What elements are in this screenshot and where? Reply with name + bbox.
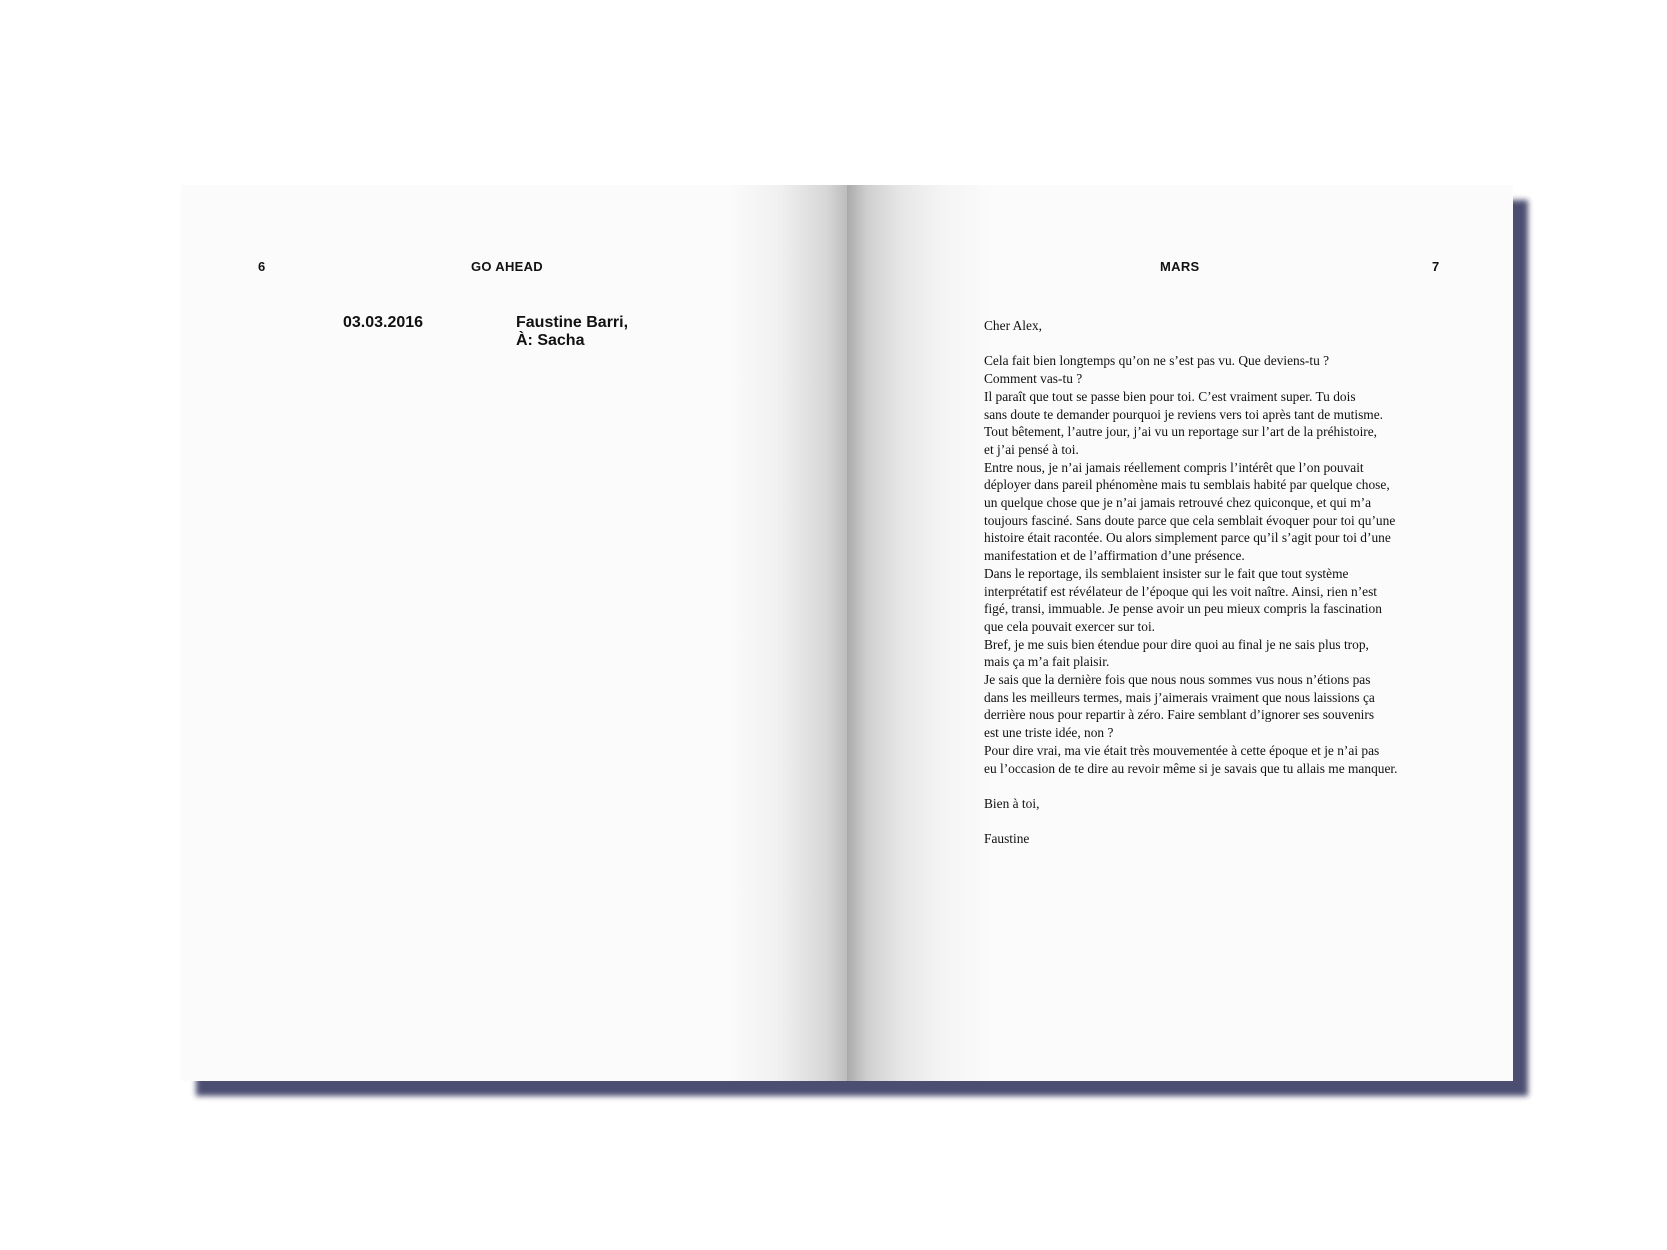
body-line: manifestation et de l’affirmation d’une présence. (984, 548, 1245, 564)
letter-text (984, 317, 1454, 848)
body-line: dans les meilleurs termes, mais j’aimerais vraiment que nous laissions ça (984, 689, 1375, 705)
body-line: histoire était racontée. Ou alors simplement parce qu’il s’agit pour toi d’une (984, 530, 1391, 546)
body-line: Pour dire vrai, ma vie était très mouvementée à cette époque et je n’ai pas (984, 742, 1380, 758)
open-book (181, 185, 1513, 1081)
body-line: Cela fait bien longtemps qu’on ne s’est pas vu. Que deviens-tu ? (984, 353, 1330, 369)
body-line: Bref, je me suis bien étendue pour dire quoi au final je ne sais plus trop, (984, 636, 1369, 652)
body-line: est une triste idée, non ? (984, 725, 1114, 741)
body-line: sans doute te demander pourquoi je reviens vers toi après tant de mutisme. (984, 406, 1384, 422)
body-line: Je sais que la dernière fois que nous nous sommes vus nous n’étions pas (984, 672, 1371, 688)
right-page (847, 185, 1513, 1081)
body-line: interprétatif est révélateur de l’époque qui les voit naître. Ainsi, rien n’est (984, 583, 1378, 599)
body-line: Entre nous, je n’ai jamais réellement compris l’intérêt que l’on pouvait (984, 459, 1364, 475)
body-line: Comment vas-tu ? (984, 371, 1083, 387)
letter-signature: Faustine (984, 831, 1030, 847)
letter-date: 03.03.2016 (343, 314, 424, 331)
body-line: mais ça m’a fait plaisir. (984, 654, 1110, 670)
letter-sender: Faustine Barri, (516, 314, 629, 331)
body-line: Dans le reportage, ils semblaient insister sur le fait que tout système (984, 565, 1349, 581)
paragraph-gap (984, 335, 1454, 353)
left-running-title: GO AHEAD (471, 259, 543, 274)
left-page (181, 185, 847, 1081)
paragraph-gap (984, 777, 1454, 795)
body-line: eu l’occasion de te dire au revoir même si je savais que tu allais me manquer. (984, 760, 1398, 776)
body-line: Tout bêtement, l’autre jour, j’ai vu un reportage sur l’art de la préhistoire, (984, 424, 1378, 440)
body-line: et j’ai pensé à toi. (984, 441, 1079, 457)
body-line: derrière nous pour repartir à zéro. Faire semblant d’ignorer ses souvenirs (984, 707, 1375, 723)
body-line: un quelque chose que je n’ai jamais retrouvé chez quiconque, et qui m’a (984, 495, 1372, 511)
body-line: figé, transi, immuable. Je pense avoir un peu mieux compris la fascination (984, 601, 1382, 617)
body-line: déployer dans pareil phénomène mais tu semblais habité par quelque chose, (984, 477, 1390, 493)
body-line: Il paraît que tout se passe bien pour toi. C’est vraiment super. Tu dois (984, 388, 1356, 404)
right-page-number: 7 (1432, 259, 1440, 274)
body-line: toujours fasciné. Sans doute parce que cela semblait évoquer pour toi qu’une (984, 512, 1396, 528)
letter-recipient: À: Sacha (516, 332, 585, 349)
paragraph-gap (984, 813, 1454, 831)
right-running-title: MARS (1160, 259, 1200, 274)
letter-closing: Bien à toi, (984, 795, 1040, 811)
letter-salutation: Cher Alex, (984, 318, 1043, 333)
letter-meta (516, 314, 628, 350)
body-line: que cela pouvait exercer sur toi. (984, 618, 1156, 634)
left-page-number: 6 (258, 259, 266, 274)
